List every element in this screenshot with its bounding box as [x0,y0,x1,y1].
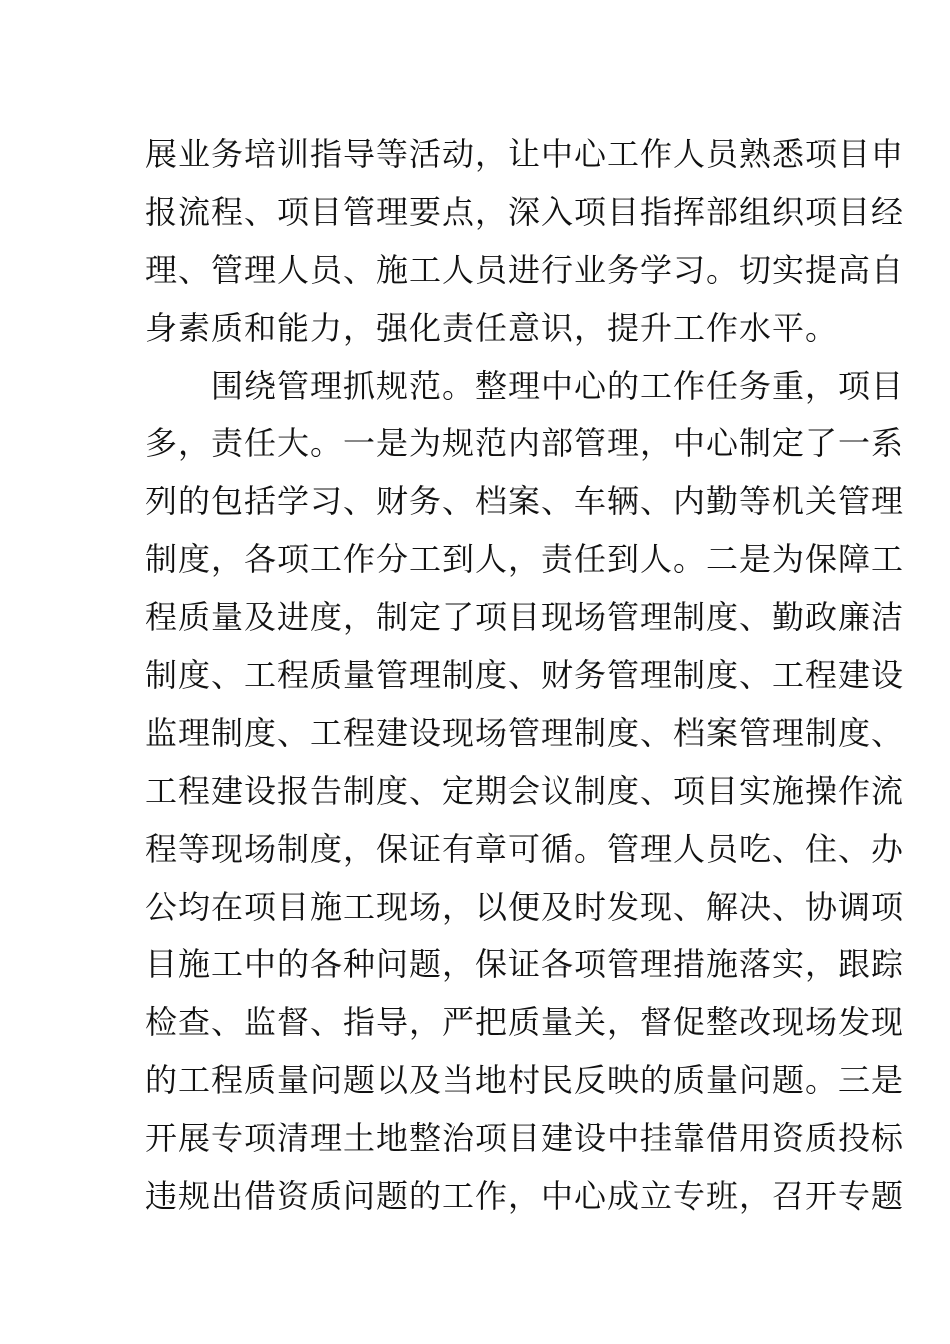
text-line: 开展专项清理土地整治项目建设中挂靠借用资质投标 [145,1119,905,1158]
text-line: 列的包括学习、财务、档案、车辆、内勤等机关管理 [145,482,905,521]
text-line: 工程建设报告制度、定期会议制度、项目实施操作流 [145,771,905,810]
text-line: 报流程、项目管理要点，深入项目指挥部组织项目经 [145,192,905,231]
text-line: 检查、监督、指导，严把质量关，督促整改现场发现 [145,1003,905,1042]
text-line: 理、管理人员、施工人员进行业务学习。切实提高自 [145,250,905,289]
text-line: 目施工中的各种问题，保证各项管理措施落实，跟踪 [145,945,905,984]
text-line: 监理制度、工程建设现场管理制度、档案管理制度、 [145,713,905,752]
text-line: 程等现场制度，保证有章可循。管理人员吃、住、办 [145,829,905,868]
body-text [145,126,905,1226]
text-line: 违规出借资质问题的工作，中心成立专班，召开专题 [145,1177,905,1216]
text-line: 围绕管理抓规范。整理中心的工作任务重，项目 [145,366,905,405]
text-line: 制度，各项工作分工到人，责任到人。二是为保障工 [145,540,905,579]
text-line: 程质量及进度，制定了项目现场管理制度、勤政廉洁 [145,598,905,637]
text-line: 公均在项目施工现场，以便及时发现、解决、协调项 [145,887,905,926]
text-line: 的工程质量问题以及当地村民反映的质量问题。三是 [145,1061,905,1100]
text-line: 身素质和能力，强化责任意识，提升工作水平。 [145,308,839,347]
text-line: 展业务培训指导等活动，让中心工作人员熟悉项目申 [145,135,905,173]
text-line: 制度、工程质量管理制度、财务管理制度、工程建设 [145,656,905,695]
text-line: 多，责任大。一是为规范内部管理，中心制定了一系 [145,424,905,463]
